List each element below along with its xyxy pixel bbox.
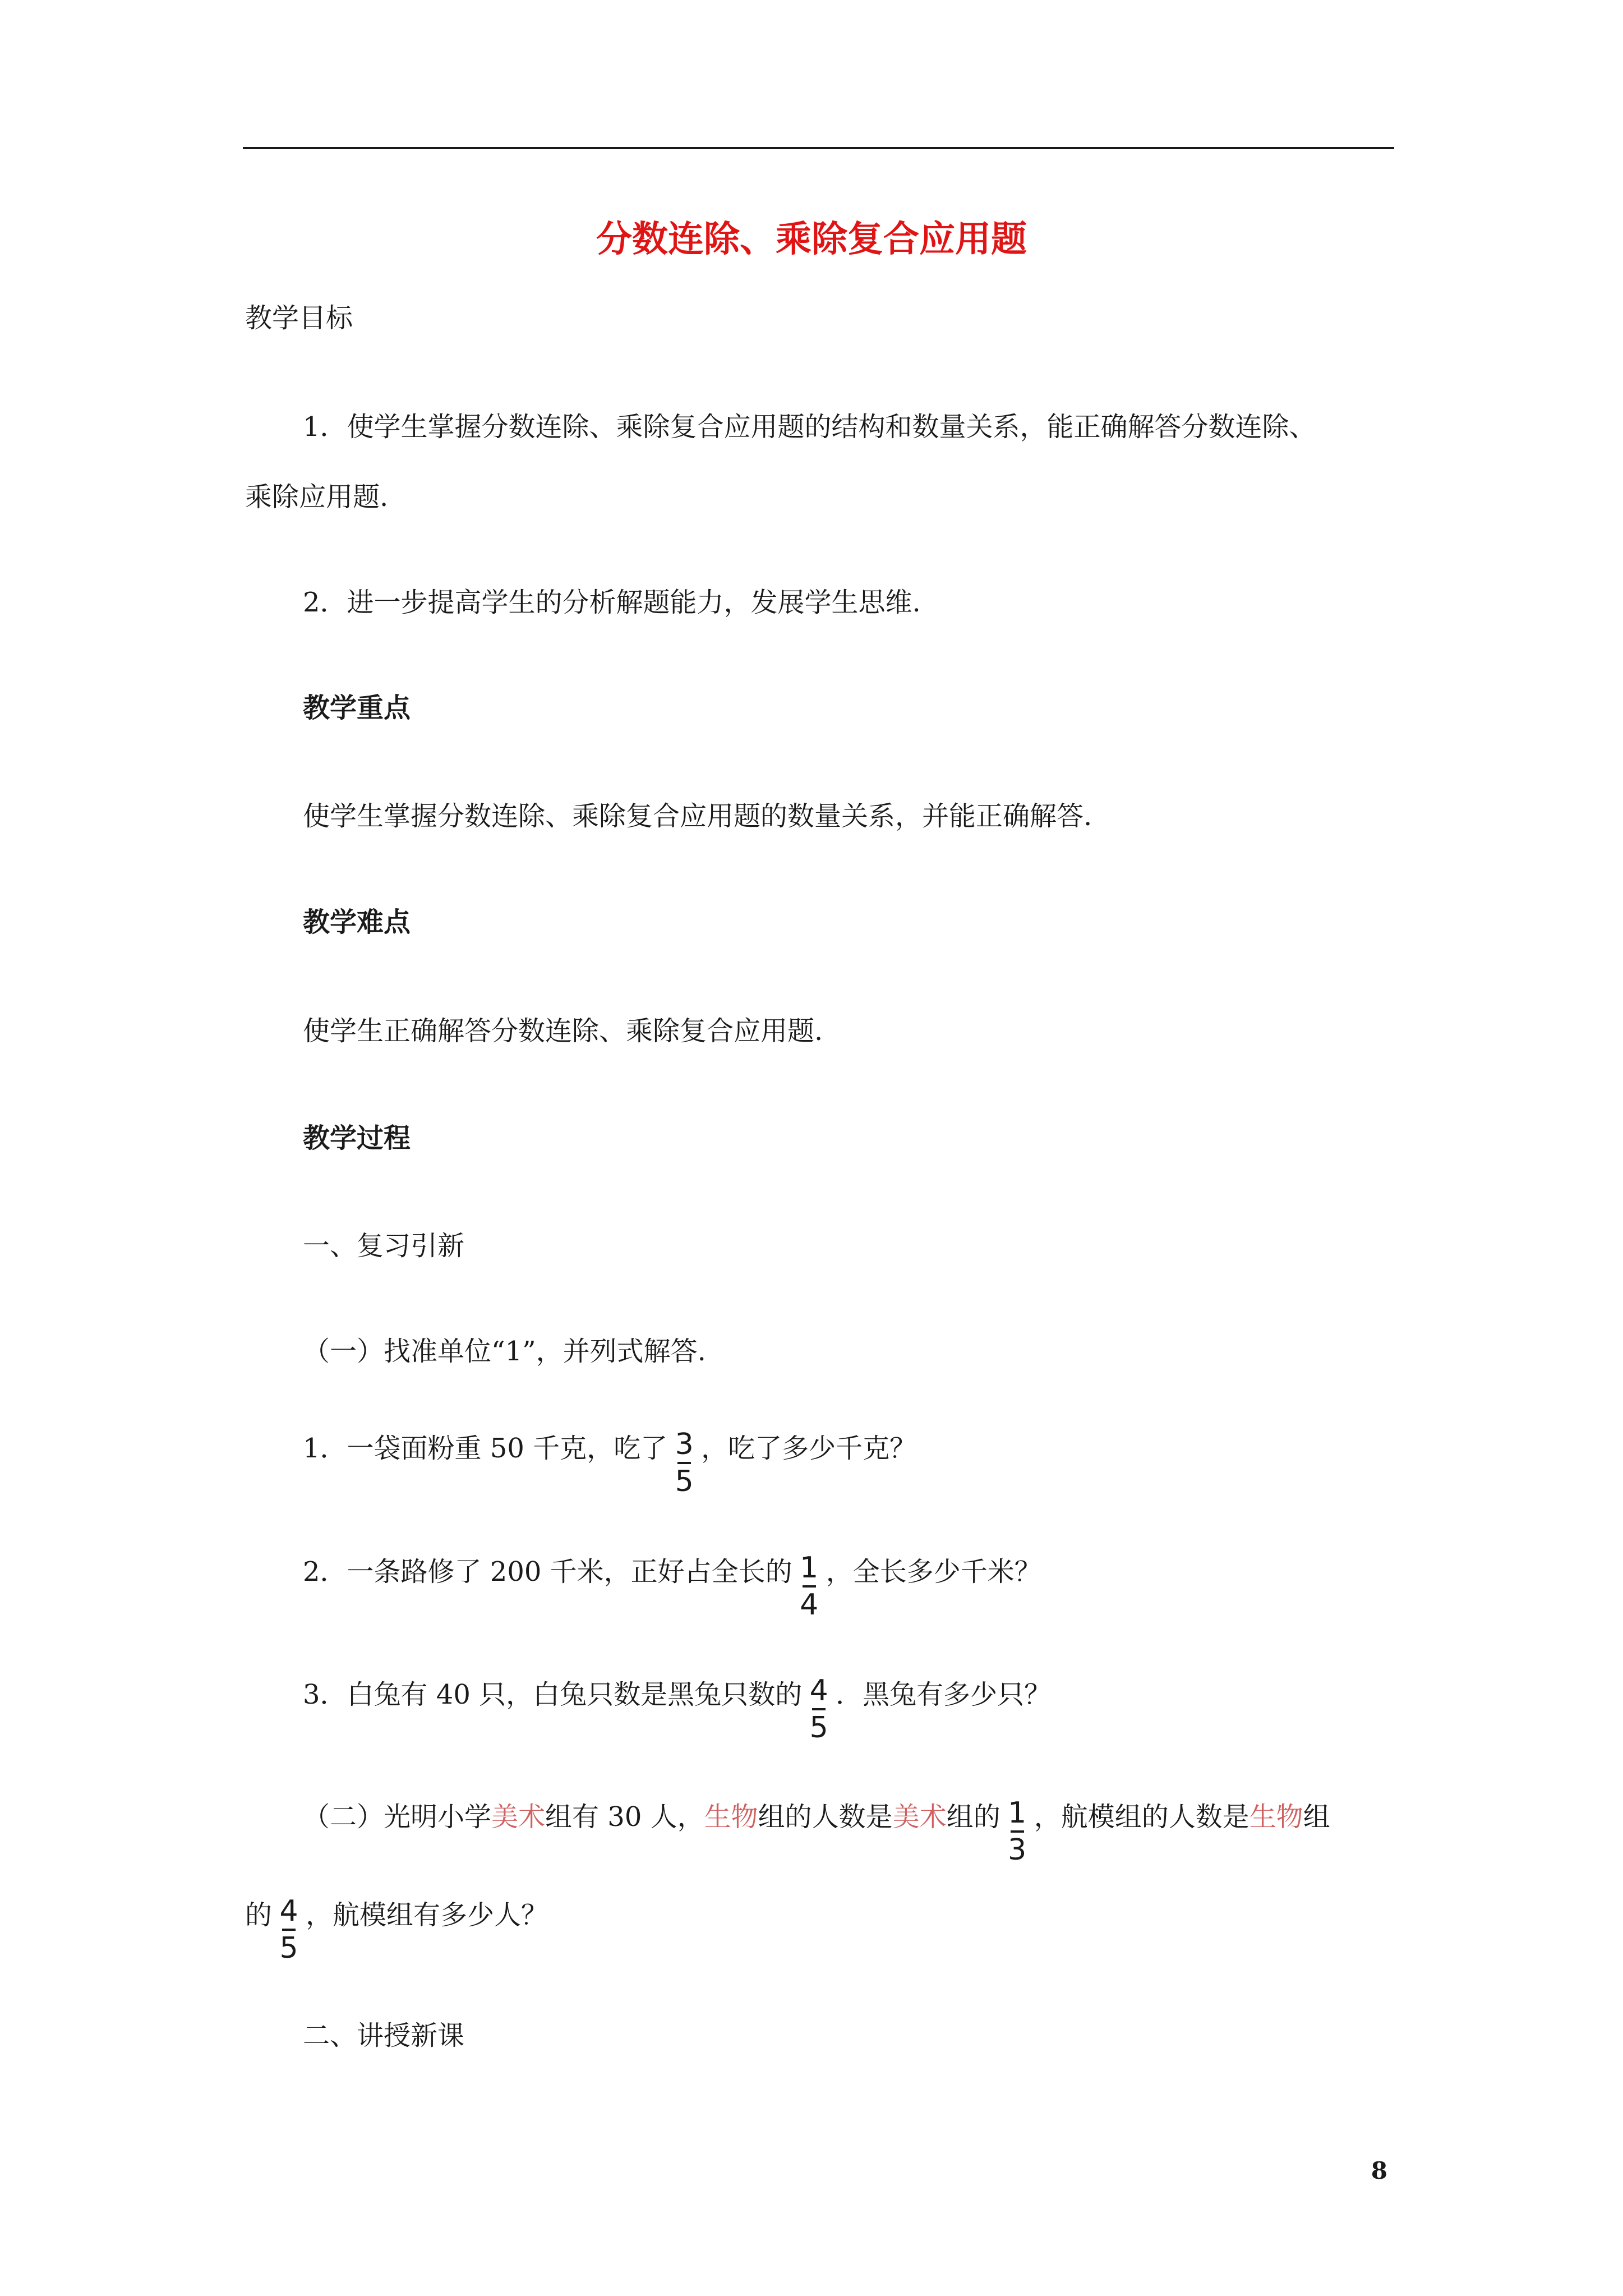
new-lesson-heading: 二、讲授新课 (303, 2020, 465, 2051)
page-number: 8 (1371, 2157, 1387, 2184)
page-title: 分数连除、乘除复合应用题 (596, 218, 1027, 260)
sub2-text-b: 组有 30 人， (545, 1801, 704, 1833)
sub2-text-e: ，航模组的人数是 (1034, 1801, 1249, 1833)
biology-group-highlight: 生物 (704, 1801, 758, 1833)
sub2-text-g: 的 (245, 1899, 273, 1931)
goal-1-line-1: 1．使学生掌握分数连除、乘除复合应用题的结构和数量关系，能正确解答分数连除、 (303, 411, 1316, 443)
q2-text-before: 2．一条路修了 200 千米，正好占全长的 (303, 1556, 792, 1588)
fraction-numerator: 1 (1008, 1796, 1027, 1830)
sub2-fraction-2 (275, 1894, 302, 1966)
key-text: 使学生掌握分数连除、乘除复合应用题的数量关系，并能正确解答. (303, 800, 1092, 832)
q2-numerator: 1 (800, 1551, 819, 1585)
q3-denominator: 5 (809, 1711, 828, 1745)
fraction-denominator: 5 (279, 1931, 298, 1965)
sub2-text-c: 组的人数是 (758, 1801, 893, 1833)
q1-text-before: 1．一袋面粉重 50 千克，吃了 (303, 1433, 668, 1464)
q3-fraction (805, 1673, 832, 1745)
difficulty-text: 使学生正确解答分数连除、乘除复合应用题. (303, 1015, 823, 1047)
q2-text-after: ，全长多少千米？ (826, 1556, 1041, 1588)
q1-text-after: ，吃了多少千克？ (701, 1433, 917, 1464)
key-heading: 教学重点 (303, 692, 411, 724)
q3-text-before: 3．白兔有 40 只，白兔只数是黑兔只数的 (303, 1679, 803, 1710)
goal-1-line-2: 乘除应用题. (245, 481, 389, 513)
q1-numerator: 3 (675, 1428, 694, 1461)
q3-numerator: 4 (809, 1674, 828, 1708)
biology-group-highlight: 生物 (1249, 1801, 1303, 1833)
question-1 (303, 1428, 917, 1507)
sub2-text-f: 组 (1303, 1801, 1330, 1833)
q3-text-after: ．黑兔有多少只？ (836, 1679, 1052, 1710)
difficulty-heading: 教学难点 (303, 907, 411, 938)
q2-denominator: 4 (800, 1588, 819, 1622)
sub2-text-h: ，航模组有多少人？ (306, 1899, 548, 1931)
question-2 (303, 1551, 1041, 1630)
art-group-highlight: 美术 (491, 1801, 546, 1833)
art-group-highlight: 美术 (892, 1801, 947, 1833)
review-subheading-2-line-1 (303, 1796, 1330, 1875)
question-3 (303, 1674, 1052, 1753)
q1-fraction (671, 1427, 698, 1499)
review-subheading-1: （一）找准单位“1”，并列式解答. (303, 1336, 706, 1367)
fraction-numerator: 4 (279, 1894, 298, 1928)
q1-denominator: 5 (675, 1465, 694, 1498)
fraction-denominator: 3 (1008, 1833, 1027, 1867)
goals-heading: 教学目标 (245, 302, 353, 334)
process-heading: 教学过程 (303, 1122, 411, 1154)
sub2-text-d: 组的 (946, 1801, 1000, 1833)
header-rule (243, 147, 1394, 149)
q2-fraction (796, 1550, 823, 1622)
sub2-text-a: （二）光明小学 (303, 1801, 492, 1833)
goal-2: 2．进一步提高学生的分析解题能力，发展学生思维. (303, 587, 921, 618)
review-heading: 一、复习引新 (303, 1230, 465, 1262)
review-subheading-2-line-2 (245, 1894, 548, 1973)
sub2-fraction-1 (1004, 1796, 1031, 1867)
